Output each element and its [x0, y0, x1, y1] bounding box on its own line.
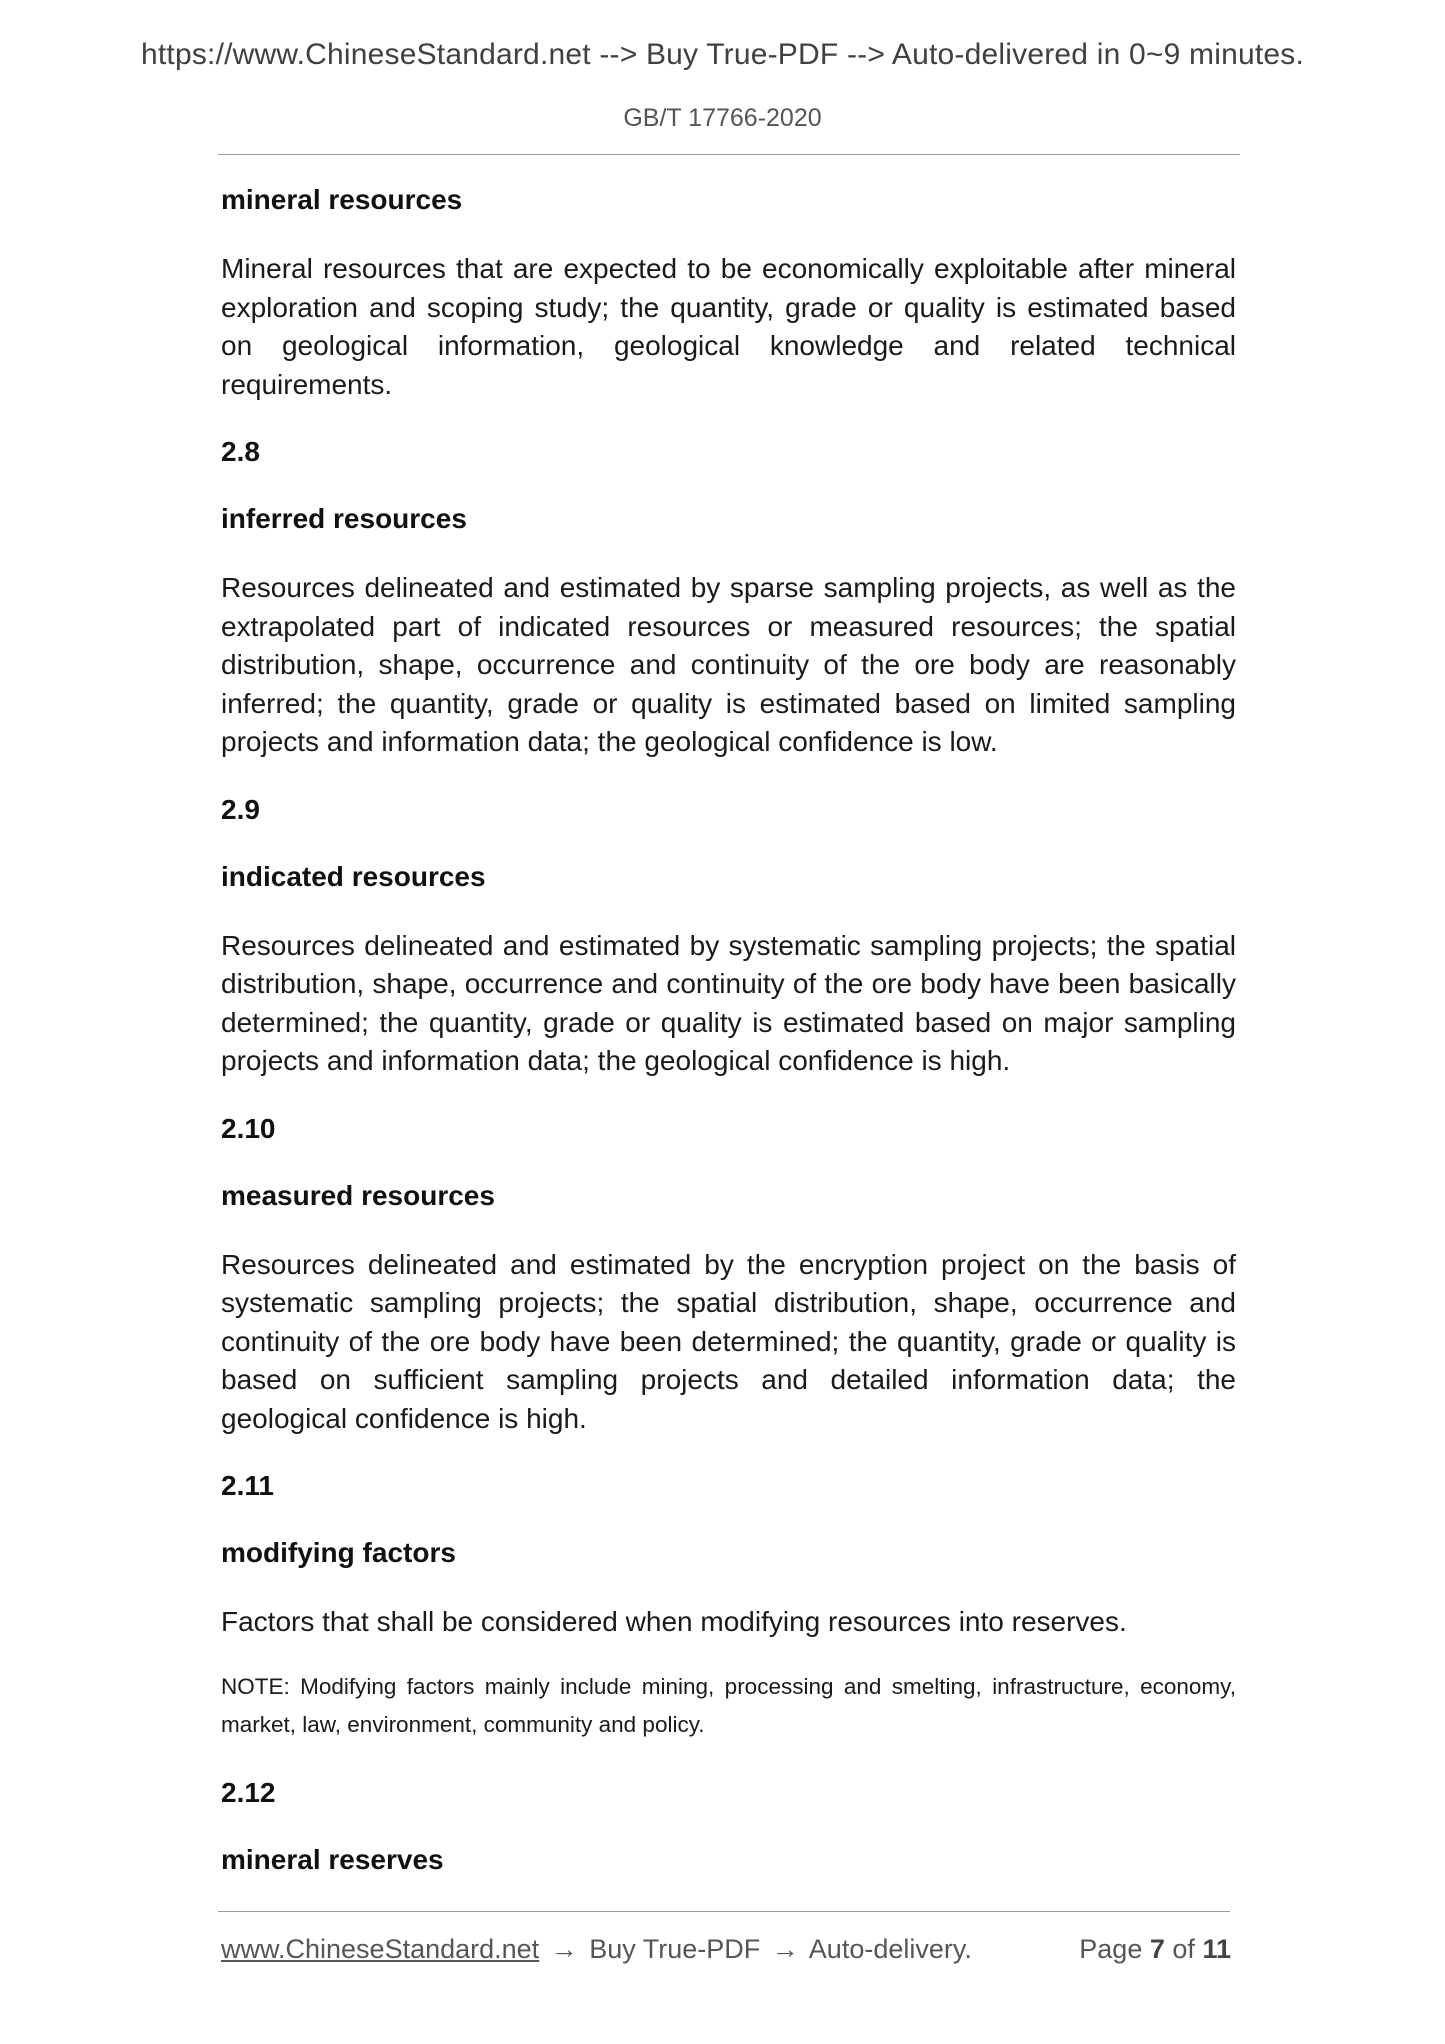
clause-number: 2.11 [221, 1470, 274, 1501]
term-heading: inferred resources [221, 503, 467, 534]
of-word: of [1172, 1934, 1195, 1964]
page-word: Page [1079, 1934, 1143, 1964]
clause-number: 2.10 [221, 1112, 276, 1144]
source-banner: https://www.ChineseStandard.net --> Buy True-PDF --> Auto-delivered in 0~9 minutes. [141, 38, 1304, 71]
buy-text: Buy True-PDF [589, 1934, 761, 1964]
term-definition: Mineral resources that are expected to be economically exploitable after mineral exploration and scoping study; the quantity, grade or quality is estimated based on geological information, geological knowledge and related technical requirements. [221, 253, 1236, 400]
clause-number: 2.12 [221, 1776, 276, 1808]
arrow-right-icon: → [550, 1934, 578, 1964]
term-definition: Resources delineated and estimated by systematic sampling projects; the spatial distribution, shape, occurrence and continuity of the ore body have been basically determined; the quantity, grade or quality is estimated based on major sampling projects and information data; the geological confidence is high. [221, 929, 1236, 1076]
page-current: 7 [1149, 1934, 1165, 1964]
document-code: GB/T 17766-2020 [623, 104, 822, 132]
term-heading: mineral reserves [221, 1843, 444, 1875]
arrow-right-icon: → [771, 1934, 799, 1964]
clause-number: 2.8 [221, 436, 260, 467]
page-footer [221, 1934, 1231, 1965]
page-total: 11 [1202, 1934, 1231, 1964]
site-link[interactable]: www.ChineseStandard.net [221, 1934, 540, 1964]
term-heading: modifying factors [221, 1537, 456, 1568]
header-divider [218, 154, 1240, 155]
footer-divider [218, 1911, 1230, 1912]
delivery-text: Auto-delivery. [808, 1934, 972, 1964]
document-body [221, 182, 1236, 1910]
clause-number: 2.9 [221, 793, 260, 825]
page-indicator [1079, 1934, 1231, 1965]
term-heading: measured resources [221, 1179, 495, 1211]
term-heading: mineral resources [221, 184, 463, 215]
term-note: NOTE: Modifying factors mainly include mining, processing and smelting, infrastructure, economy, market, law, environment, community and policy. [221, 1673, 1236, 1737]
term-definition: Resources delineated and estimated by sparse sampling projects, as well as the extrapolated part of indicated resources or measured resources; the spatial distribution, shape, occurrence and continuity of the ore body are reasonably inferred; the quantity, grade or quality is estimated based on limited sampling projects and information data; the geological confidence is low. [221, 572, 1236, 757]
term-definition: Factors that shall be considered when modifying resources into reserves. [221, 1606, 1127, 1637]
term-heading: indicated resources [221, 860, 486, 892]
term-definition: Resources delineated and estimated by the encryption project on the basis of systematic sampling projects; the spatial distribution, shape, occurrence and continuity of the ore body have been determined; the quantity, grade or quality is based on sufficient sampling projects and detailed information data; the geological confidence is high. [221, 1248, 1236, 1434]
